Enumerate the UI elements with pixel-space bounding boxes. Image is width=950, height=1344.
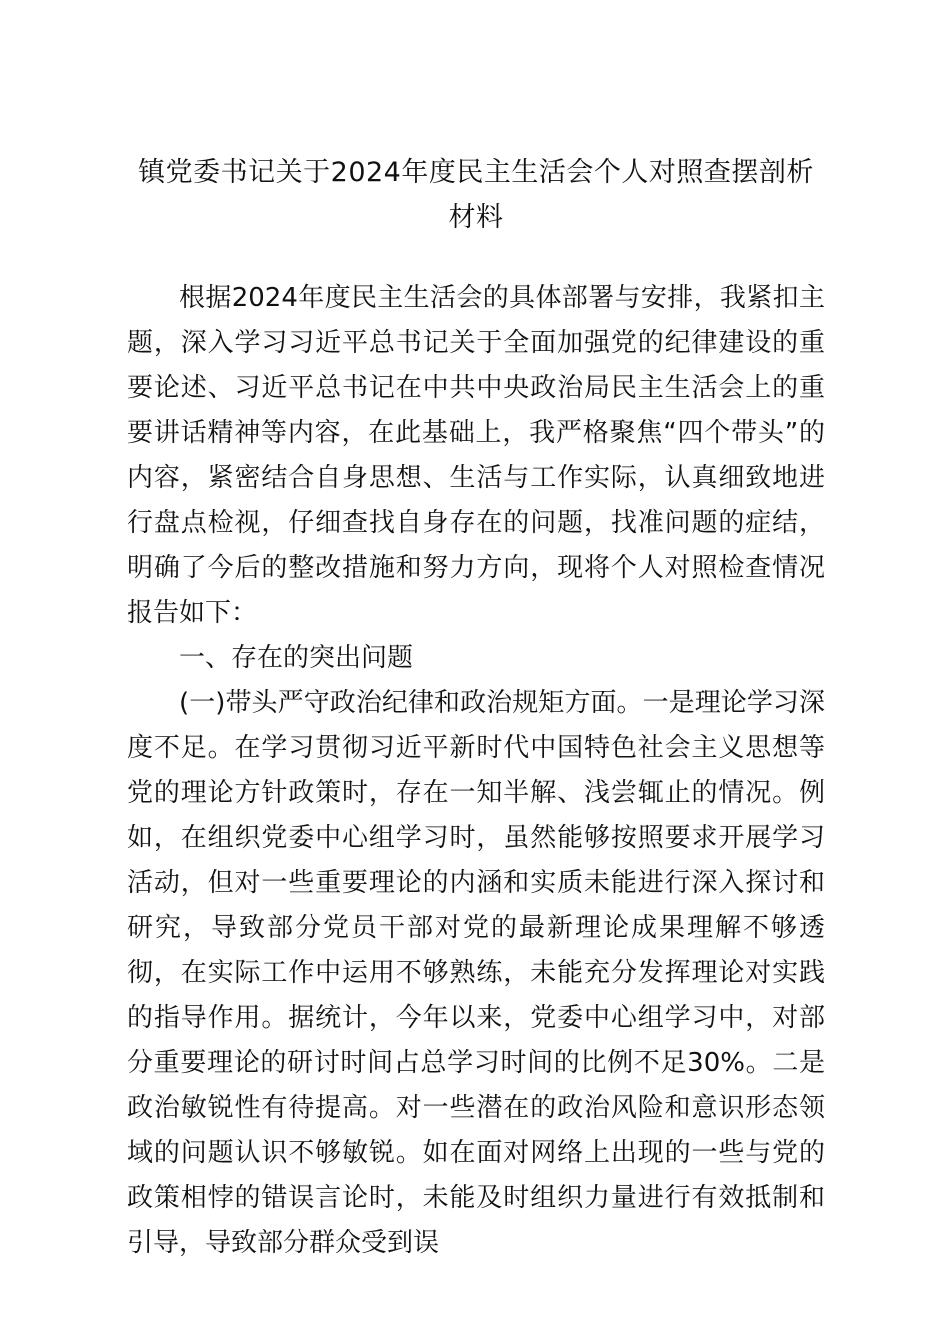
document-body [127,276,825,1266]
body-paragraph: (一)带头严守政治纪律和政治规矩方面。一是理论学习深度不足。在学习贯彻习近平新时代中国特色社会主义思想等党的理论方针政策时，存在一知半解、浅尝辄止的情况。例如，在组织党委中心组学习时，虽然能够按照要求开展学习活动，但对一些重要理论的内涵和实质未能进行深入探讨和研究，导致部分党员干部对党的最新理论成果理解不够透彻，在实际工作中运用不够熟练，未能充分发挥理论对实践的指导作用。据统计，今年以来，党委中心组学习中，对部分重要理论的研讨时间占总学习时间的比例不足30%。二是政治敏锐性有待提高。对一些潜在的政治风险和意识形态领域的问题认识不够敏锐。如在面对网络上出现的一些与党的政策相悖的错误言论时，未能及时组织力量进行有效抵制和引导，导致部分群众受到误 [127,688,825,1258]
section-heading: 一、存在的突出问题 [179,643,414,673]
document-title: 镇党委书记关于2024年度民主生活会个人对照查摆剖析材料 [138,157,814,233]
intro-paragraph: 根据2024年度民主生活会的具体部署与安排，我紧扣主题，深入学习习近平总书记关于全面加强党的纪律建设的重要论述、习近平总书记在中共中央政治局民主生活会上的重要讲话精神等内容，在此基础上，我严格聚焦“四个带头”的内容，紧密结合自身思想、生活与工作实际，认真细致地进行盘点检视，仔细查找自身存在的问题，找准问题的症结，明确了今后的整改措施和努力方向，现将个人对照检查情况报告如下： [127,283,825,628]
